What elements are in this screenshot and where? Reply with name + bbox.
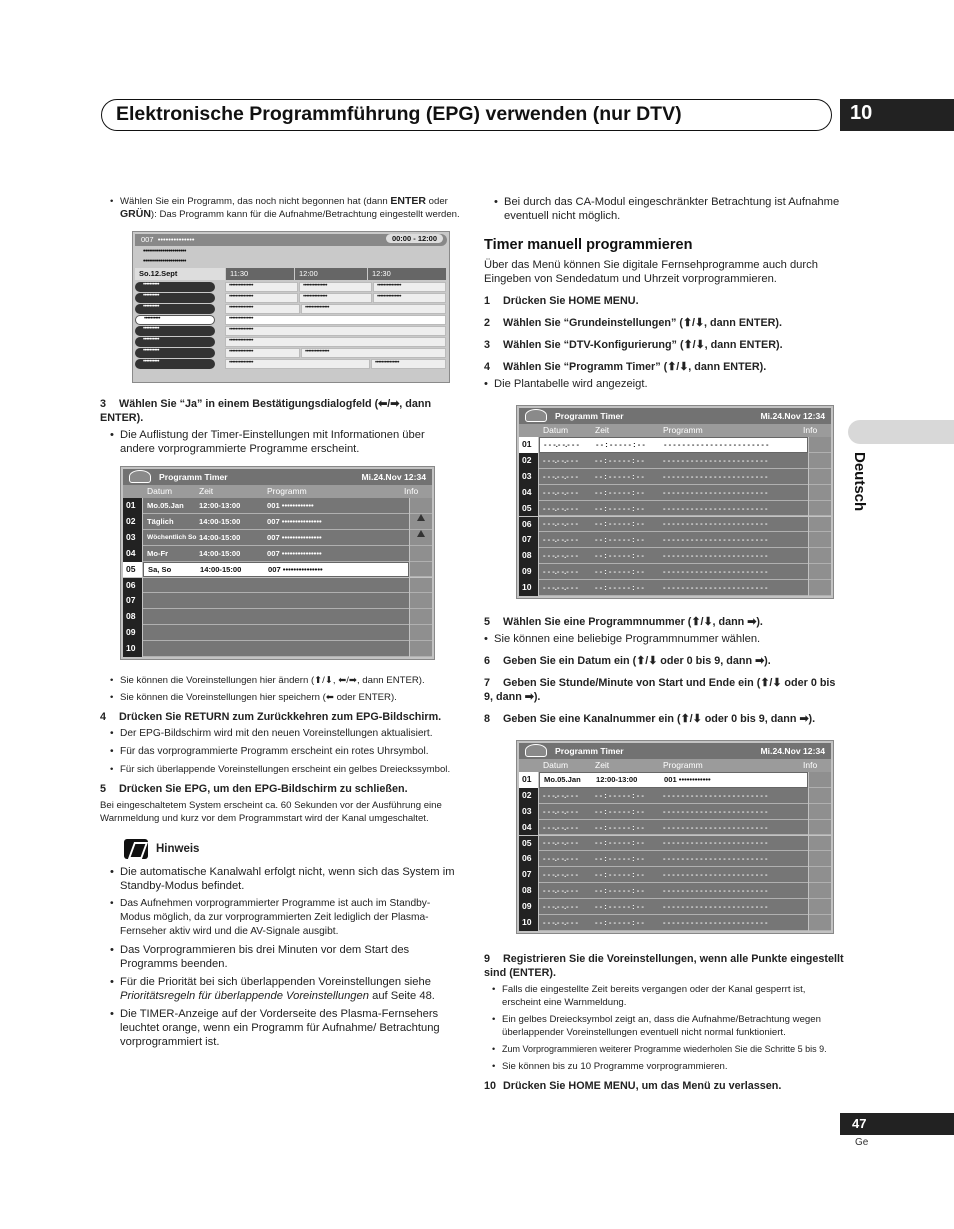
right-column — [484, 195, 844, 1096]
timer-row[interactable]: 10 — [123, 641, 432, 657]
language-code: Ge — [855, 1137, 869, 1148]
timer-row[interactable]: 06 - - -.- -.- - - - - : - - - - - : - - - - - - - - - - - - - - - - - - - - - - - - - — [519, 851, 831, 867]
timer-row[interactable]: 01 Mo.05.Jan 12:00-13:00 001 •••••••••••• — [123, 498, 432, 514]
timer-row[interactable]: 09 - - -.- -.- - - - - : - - - - - : - - - - - - - - - - - - - - - - - - - - - - - - - — [519, 564, 831, 580]
left-column — [100, 195, 460, 1053]
timer-row[interactable]: 04 Mo-Fr 14:00-15:00 007 ••••••••••••••• — [123, 546, 432, 562]
timer-title-bar: Programm Timer Mi.24.Nov 12:34 — [123, 469, 432, 485]
epg-row[interactable]: •••••••••• ••••••••••••••• ••••••••••••••• — [135, 348, 447, 358]
language-tab — [848, 420, 954, 444]
bullet: • Der EPG-Bildschirm wird mit den neuen Voreinstellungen aktualisiert. — [110, 727, 460, 741]
timer-row[interactable]: 06 — [123, 578, 432, 594]
paragraph: Über das Menü können Sie digitale Fernsehprogramme auch durch Eingeben von Sendedatum und Uhrzeit vorprogrammieren. — [484, 259, 818, 285]
step-1: 1 Drücken Sie HOME MENU. — [484, 295, 639, 307]
timer-row[interactable]: 05 - - -.- -.- - - - - : - - - - - : - - - - - - - - - - - - - - - - - - - - - - - - - — [519, 501, 831, 517]
timer-row[interactable]: 02 - - -.- -.- - - - - : - - - - - : - - - - - - - - - - - - - - - - - - - - - - - - - — [519, 788, 831, 804]
timer-column-header: Datum Zeit Programm Info — [123, 485, 432, 498]
page-title: Elektronische Programmführung (EPG) verwenden (nur DTV) — [101, 99, 832, 131]
epg-time-slot: 12:00 — [295, 268, 367, 280]
epg-screen — [132, 231, 450, 383]
timer-row[interactable]: 03 Wöchentlich So 14:00-15:00 007 ••••••••••••••• — [123, 530, 432, 546]
bullet: • Sie können die Voreinstellungen hier speichern (⬅ oder ENTER). — [110, 691, 460, 704]
note-item: • Das Aufnehmen vorprogrammierter Programme ist auch im Standby-Modus möglich, da zur vorprogrammierten Zeit lediglich der Plasma-Fernseher aktiv wird und die AV-Signale ausgibt. — [110, 897, 460, 939]
bullet: • Sie können die Voreinstellungen hier ändern (⬆/⬇, ⬅/➡, dann ENTER). — [110, 674, 460, 687]
timer-row[interactable]: 09 — [123, 625, 432, 641]
step-2: 2 Wählen Sie “Grundeinstellungen” (⬆/⬇, dann ENTER). — [484, 317, 783, 329]
step-10: 10 Drücken Sie HOME MENU, um das Menü zu verlassen. — [484, 1079, 782, 1092]
timer-row[interactable]: 03 - - -.- -.- - - - - : - - - - - : - - - - - - - - - - - - - - - - - - - - - - - - - — [519, 804, 831, 820]
step-9: 9 Registrieren Sie die Voreinstellungen, wenn alle Punkte eingestellt sind (ENTER). — [484, 952, 844, 979]
step-4: 4 Drücken Sie RETURN zum Zurückkehren zum EPG-Bildschirm. — [100, 710, 442, 723]
timer-row[interactable]: 04 - - -.- -.- - - - - : - - - - - : - - - - - - - - - - - - - - - - - - - - - - - - - — [519, 485, 831, 501]
timer-column-header: Datum Zeit Programm Info — [519, 759, 831, 772]
step-4: 4 Wählen Sie “Programm Timer” (⬆/⬇, dann ENTER). — [484, 361, 767, 373]
bullet: • Zum Vorprogrammieren weiterer Programme wiederholen Sie die Schritte 5 bis 9. — [492, 1043, 844, 1056]
timer-row[interactable]: 07 — [123, 593, 432, 609]
epg-time-slot: 11:30 — [226, 268, 294, 280]
page-number: 47 — [840, 1113, 954, 1135]
note-item: • Das Vorprogrammieren bis drei Minuten vor dem Start des Programms beenden. — [110, 943, 460, 971]
timer-row[interactable]: 09 - - -.- -.- - - - - : - - - - - : - - - - - - - - - - - - - - - - - - - - - - - - - — [519, 899, 831, 915]
timer-row[interactable]: 07 - - -.- -.- - - - - : - - - - - : - - - - - - - - - - - - - - - - - - - - - - - - - — [519, 532, 831, 548]
timer-row[interactable]: 03 - - -.- -.- - - - - : - - - - - : - - - - - - - - - - - - - - - - - - - - - - - - - — [519, 469, 831, 485]
epg-time-slot: 12:30 — [368, 268, 446, 280]
note-item: • Die automatische Kanalwahl erfolgt nicht, wenn sich das System im Standby-Modus befindet. — [110, 865, 460, 893]
bullet: • Für sich überlappende Voreinstellungen erscheint ein gelbes Dreieckssymbol. — [110, 763, 460, 776]
epg-row[interactable]: •••••••••• ••••••••••••••• — [135, 326, 447, 336]
epg-info-line: •••••••••••••••••••••• — [143, 248, 186, 255]
timer-row[interactable]: 02 - - -.- -.- - - - - : - - - - - : - - - - - - - - - - - - - - - - - - - - - - - - - — [519, 453, 831, 469]
timer-row[interactable]: 08 - - -.- -.- - - - - : - - - - - : - - - - - - - - - - - - - - - - - - - - - - - - - — [519, 883, 831, 899]
timer-row[interactable]: 08 - - -.- -.- - - - - : - - - - - : - - - - - - - - - - - - - - - - - - - - - - - - - — [519, 548, 831, 564]
epg-topbar: 007 •••••••••••••• 00:00 - 12:00 — [135, 234, 447, 246]
timer-row[interactable]: 01 Mo.05.Jan 12:00-13:00 001 •••••••••••• — [519, 772, 831, 788]
timer-row[interactable]: 08 — [123, 609, 432, 625]
timer-table-3 — [516, 740, 834, 934]
timer-tv-icon — [525, 409, 547, 422]
epg-date: So.12.Sept — [135, 268, 225, 280]
note-header: Hinweis — [124, 839, 460, 859]
timer-row[interactable]: 04 - - -.- -.- - - - - : - - - - - : - - - - - - - - - - - - - - - - - - - - - - - - - — [519, 820, 831, 836]
step-7: 7 Geben Sie Stunde/Minute von Start und Ende ein (⬆/⬇ oder 0 bis 9, dann ➡). — [484, 676, 836, 703]
epg-info-line: •••••••••••••••••••••• — [143, 258, 186, 265]
timer-tv-icon — [525, 744, 547, 757]
bullet: • Sie können eine beliebige Programmnummer wählen. — [484, 632, 844, 646]
timer-row[interactable]: 10 - - -.- -.- - - - - : - - - - - : - - - - - - - - - - - - - - - - - - - - - - - - - — [519, 915, 831, 931]
bullet: • Sie können bis zu 10 Programme vorprogrammieren. — [492, 1060, 844, 1073]
timer-column-header: Datum Zeit Programm Info — [519, 424, 831, 437]
timer-table-1 — [120, 466, 435, 660]
chapter-number: 10 — [840, 99, 954, 131]
timer-row[interactable]: 01 - - -.- -.- - - - - : - - - - - : - - - - - - - - - - - - - - - - - - - - - - - - - — [519, 437, 831, 453]
epg-row-selected[interactable]: •••••••••• ••••••••••••••• — [135, 315, 447, 325]
epg-time-header — [135, 268, 447, 280]
timer-row[interactable]: 05 - - -.- -.- - - - - : - - - - - : - - - - - - - - - - - - - - - - - - - - - - - - - — [519, 836, 831, 852]
epg-row[interactable]: •••••••••• ••••••••••••••• — [135, 337, 447, 347]
note-item: • Die TIMER-Anzeige auf der Vorderseite des Plasma-Fernsehers leuchtet orange, wenn ein Programm für Aufnahme/ Betrachtung vorprogrammiert ist. — [110, 1007, 460, 1049]
timer-title-bar: Programm Timer Mi.24.Nov 12:34 — [519, 743, 831, 759]
bullet: • Die Plantabelle wird angezeigt. — [484, 377, 844, 391]
warning-triangle-icon — [417, 514, 425, 521]
timer-row[interactable]: 07 - - -.- -.- - - - - : - - - - - : - - - - - - - - - - - - - - - - - - - - - - - - - — [519, 867, 831, 883]
epg-row[interactable]: •••••••••• ••••••••••••••• ••••••••••••••• — [135, 304, 447, 314]
paragraph: Bei eingeschaltetem System erscheint ca. 60 Sekunden vor der Ausführung eine Warnmeldung und kurz vor dem Programmstart wird der Kanal umgeschaltet. — [100, 799, 442, 824]
step-5: 5 Drücken Sie EPG, um den EPG-Bildschirm zu schließen. — [100, 782, 408, 795]
bullet: • Ein gelbes Dreiecksymbol zeigt an, dass die Aufnahme/Betrachtung wegen überlappender Voreinstellungen eventuell nicht normal funktioniert. — [492, 1013, 844, 1039]
timer-row[interactable]: 10 - - -.- -.- - - - - : - - - - - : - - - - - - - - - - - - - - - - - - - - - - - - - — [519, 580, 831, 596]
bullet: • Für das vorprogrammierte Programm erscheint ein rotes Uhrsymbol. — [110, 745, 460, 759]
bullet: • Die Auflistung der Timer-Einstellungen mit Informationen über andere vorprogrammierte Programme erscheint. — [110, 428, 460, 456]
section-heading: Timer manuell programmieren — [484, 237, 693, 253]
note-item: • Für die Priorität bei sich überlappenden Voreinstellungen siehe Prioritätsregeln für überlappende Voreinstellungen auf Seite 48. — [110, 975, 460, 1003]
bullet: • Bei durch das CA-Modul eingeschränkter Betrachtung ist Aufnahme eventuell nicht möglich. — [494, 195, 844, 223]
warning-triangle-icon — [417, 530, 425, 537]
timer-tv-icon — [129, 470, 151, 483]
intro-bullet: • Wählen Sie ein Programm, das noch nicht begonnen hat (dann ENTER oder GRÜN): Das Programm kann für die Aufnahme/Betrachtung eingestellt werden. — [110, 195, 460, 221]
epg-row[interactable]: •••••••••• ••••••••••••••• ••••••••••••••• ••••••••••••••• — [135, 293, 447, 303]
step-3: 3 Wählen Sie “DTV-Konfigurierung” (⬆/⬇, dann ENTER). — [484, 339, 783, 351]
epg-row[interactable]: •••••••••• ••••••••••••••• ••••••••••••••• ••••••••••••••• — [135, 282, 447, 292]
timer-title-bar: Programm Timer Mi.24.Nov 12:34 — [519, 408, 831, 424]
timer-row[interactable]: 05 Sa, So 14:00-15:00 007 ••••••••••••••• — [123, 562, 432, 578]
bullet: • Falls die eingestellte Zeit bereits vergangen oder der Kanal gesperrt ist, erscheint eine Warnmeldung. — [492, 983, 844, 1009]
note-pencil-icon — [124, 839, 148, 859]
timer-row[interactable]: 06 - - -.- -.- - - - - : - - - - - : - - - - - - - - - - - - - - - - - - - - - - - - - — [519, 517, 831, 533]
language-label: Deutsch — [851, 452, 868, 512]
step-3: 3 Wählen Sie “Ja” in einem Bestätigungsdialogfeld (⬅/➡, dann ENTER). — [100, 398, 432, 424]
epg-row[interactable]: •••••••••• ••••••••••••••• ••••••••••••••• — [135, 359, 447, 369]
step-6: 6 Geben Sie ein Datum ein (⬆/⬇ oder 0 bis 9, dann ➡). — [484, 654, 771, 667]
step-5: 5 Wählen Sie eine Programmnummer (⬆/⬇, dann ➡). — [484, 615, 763, 628]
timer-table-2 — [516, 405, 834, 599]
step-8: 8 Geben Sie eine Kanalnummer ein (⬆/⬇ oder 0 bis 9, dann ➡). — [484, 712, 816, 725]
timer-row[interactable]: 02 Täglich 14:00-15:00 007 ••••••••••••••• — [123, 514, 432, 530]
